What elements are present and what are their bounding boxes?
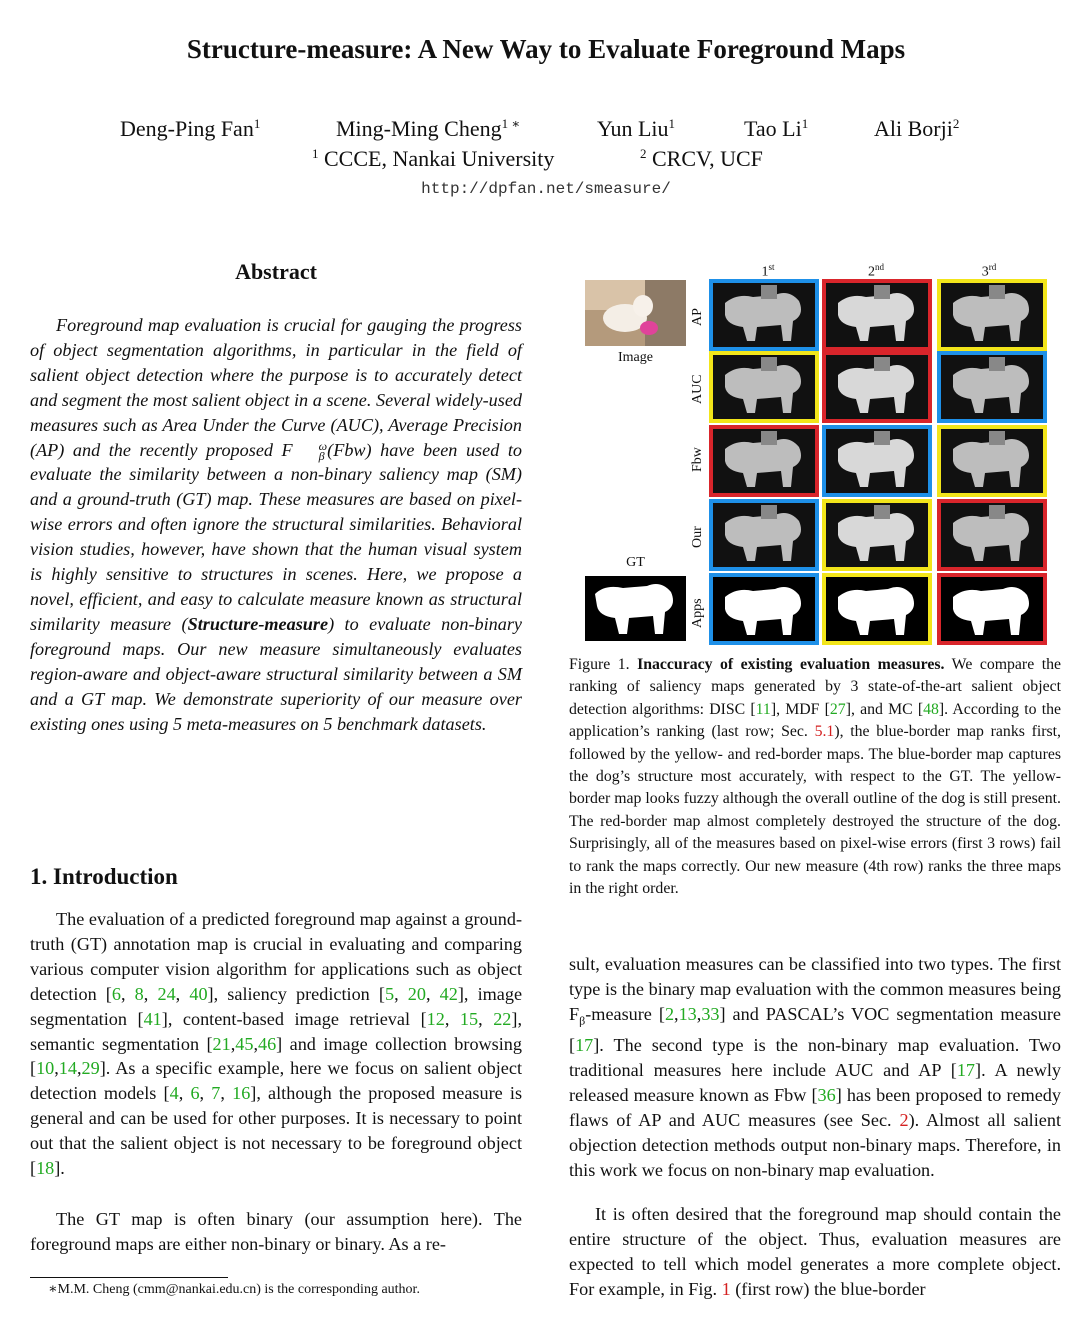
- author-4: Tao Li$^1$: [744, 116, 809, 141]
- row-label-apps: Apps: [690, 598, 705, 628]
- figure-caption: Figure 1. Inaccuracy of existing evaluation measures. We compare the ranking of saliency maps generated by 3 state-of-the-art salient object detection algorithms: DISC [11], MDF [27], and MC [48]. According to the application’s ranking (last row; Sec. 5.1), the blue-border map ranks first, followed by the yellow- and red-border maps. The blue-border map captures the dog’s structure most accurately, with respect to the GT. The yellow-border map looks fuzzy although the overall outline of the dog is still present. The red-border map almost completely destroyed the structure of the dog. Surprisingly, all of the measures based on pixel-wise errors (first 3 rows) fail to rank the maps correctly. Our new measure (4th row) ranks the three maps in the right order.: [569, 656, 1062, 898]
- saliency-map-auc-2: [822, 351, 932, 423]
- author-3: Yun Liu$^1$: [597, 116, 675, 141]
- project-url[interactable]: http://dpfan.net/smeasure/: [421, 180, 671, 198]
- saliency-map-fbw-2: [822, 425, 932, 497]
- row-label-our: Our: [690, 526, 705, 548]
- abstract-heading: Abstract: [235, 259, 317, 284]
- affiliation-2: $^2$ CRCV, UCF: [640, 146, 763, 171]
- right-paragraph-1: sult, evaluation measures can be classified into two types. The first type is the binary map evaluation with the common measures being $F_\beta$-measure [2,13,33] and PASCAL’s VOC segmentation measure [17]. The second type is the non-binary map evaluation. Two traditional measures here include AUC and AP [17]. A newly released measure known as Fbw [36] has been proposed to remedy flaws of AP and AUC measures (see Sec. 2). Almost all salient objection detection methods output non-binary maps. Therefore, in this work we focus on non-binary map evaluation.: [569, 954, 1061, 1180]
- saliency-map-our-2: [822, 499, 932, 571]
- col-label-2: 2nd: [868, 262, 884, 280]
- image-label: Image: [618, 350, 653, 365]
- saliency-map-ap-2: [822, 279, 932, 351]
- saliency-map-auc-1: [709, 351, 819, 423]
- intro-paragraph-2: The GT map is often binary (our assumption here). The foreground maps are either non-binary or binary. As a re-: [30, 1209, 522, 1254]
- saliency-map-our-1: [709, 499, 819, 571]
- col-label-1: 1st: [761, 262, 775, 280]
- footnote-rule: [30, 1277, 228, 1278]
- saliency-map-apps-3: [937, 573, 1047, 645]
- intro-paragraph-1: The evaluation of a predicted foreground map against a ground-truth (GT) annotation map is crucial in evaluating and comparing various computer vision algorithm for applications such as object detection [6, 8, 24, 40], saliency prediction [5, 20, 42], image segmentation [41], content-based image retrieval [12, 15, 22], semantic segmentation [21,45,46] and image collection browsing [10,14,29]. As a specific example, here we focus on salient object detection models [4, 6, 7, 16], although the proposed measure is general and can be used for other purposes. It is necessary to point out that the salient object is not necessary to be foreground object [18].: [30, 909, 523, 1179]
- saliency-map-ap-1: [709, 279, 819, 351]
- right-paragraph-2: It is often desired that the foreground map should contain the entire structure of the object. Thus, evaluation measures are expected to tell which model generates a more complete object. For example, in Fig. 1 (first row) the blue-border: [569, 1204, 1061, 1299]
- paper-title: Structure-measure: A New Way to Evaluate Foreground Maps: [186, 34, 906, 64]
- row-label-auc: AUC: [690, 374, 705, 404]
- saliency-map-apps-2: [822, 573, 932, 645]
- saliency-map-ap-3: [937, 279, 1047, 351]
- author-2: Ming-Ming Cheng$^{1 ∗}$: [336, 116, 521, 141]
- ground-truth-map: [585, 576, 686, 641]
- footnote: ∗M.M. Cheng (cmm@nankai.edu.cn) is the corresponding author.: [48, 1282, 420, 1297]
- saliency-map-our-3: [937, 499, 1047, 571]
- author-1: Deng-Ping Fan$^1$: [120, 116, 261, 141]
- affiliation-1: $^1$ CCCE, Nankai University: [312, 146, 555, 171]
- gt-label: GT: [626, 555, 645, 570]
- intro-heading: 1. Introduction: [30, 864, 178, 889]
- saliency-map-fbw-1: [709, 425, 819, 497]
- author-5: Ali Borji$^2$: [874, 116, 960, 141]
- row-label-fbw: Fbw: [690, 447, 705, 472]
- saliency-map-apps-1: [709, 573, 819, 645]
- row-label-ap: AP: [690, 308, 705, 326]
- saliency-map-fbw-3: [937, 425, 1047, 497]
- abstract-text: Foreground map evaluation is crucial for gauging the progress of object segmentation algorithms, in particular in the field of salient object detection where the purpose is to accurately detect and segment the most salient object in a scene. Several widely-used measures such as Area Under the Curve (AUC), Average Precision (AP) and the recently proposed F ω β (Fbw) have been used to evaluate the similarity between a non-binary saliency map (SM) and a ground-truth (GT) map. These measures are based on pixel-wise errors and often ignore the structural similarities. Behavioral vision studies, however, have shown that the human visual system is highly sensitive to structures in scenes. Here, we propose a novel, efficient, and easy to calculate measure known as structural similarity measure (Structure-measure) to evaluate non-binary foreground maps. Our new measure simultaneously evaluates region-aware and object-aware structural similarity between a SM and a GT map. We demonstrate superiority of our measure over existing ones using 5 meta-measures on 5 benchmark datasets.: [30, 315, 522, 734]
- col-label-3: 3rd: [981, 262, 997, 280]
- source-image: [585, 280, 686, 346]
- saliency-map-auc-3: [937, 351, 1047, 423]
